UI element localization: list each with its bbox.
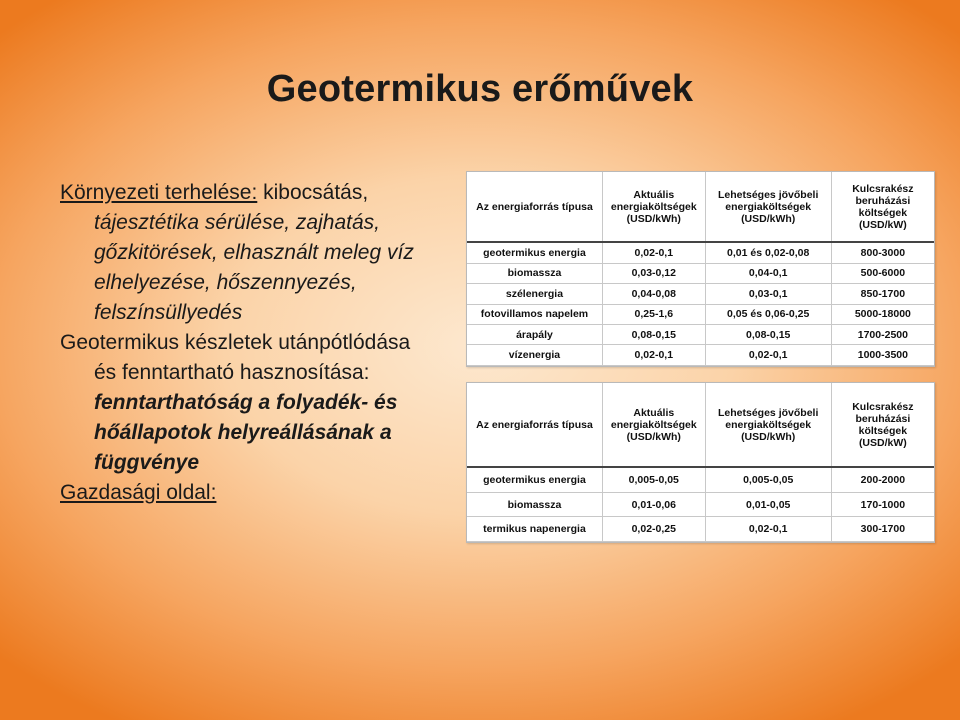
bullet-environment-line3: gőzkitörések, elhasznált meleg víz	[94, 241, 414, 264]
table-cell: 0,01-0,05	[705, 492, 831, 517]
table-header-row	[467, 172, 934, 242]
table-cell: 0,02-0,1	[705, 517, 831, 542]
table-cell: fotovillamos napelem	[467, 304, 602, 324]
table-row	[467, 304, 934, 324]
bullet-reserves-line4: hőállapotok helyreállásának a	[94, 421, 392, 444]
bullet-list	[60, 178, 480, 508]
table-header-cell: Lehetséges jövőbeli energiaköltségek (USD/kWh)	[705, 172, 831, 242]
table-cell: 0,02-0,25	[602, 517, 705, 542]
table-row	[467, 263, 934, 283]
table-cell: 170-1000	[831, 492, 934, 517]
table-cell: 0,01 és 0,02-0,08	[705, 242, 831, 263]
table-row	[467, 492, 934, 517]
table-cell: 0,05 és 0,06-0,25	[705, 304, 831, 324]
table-cell: vízenergia	[467, 345, 602, 366]
table-cell: biomassza	[467, 492, 602, 517]
table-cell: 5000-18000	[831, 304, 934, 324]
table-header-row	[467, 383, 934, 467]
bullet-reserves-line5: függvénye	[94, 451, 200, 474]
energy-cost-table-1	[466, 171, 935, 367]
bullet-reserves: Geotermikus készletek utánpótlódása	[60, 331, 411, 354]
bullet-economy-label: Gazdasági oldal:	[60, 481, 217, 504]
table-cell: geotermikus energia	[467, 242, 602, 263]
bullet-environment-label: Környezeti terhelése:	[60, 181, 258, 204]
table-cell: 300-1700	[831, 517, 934, 542]
table-cell: 1700-2500	[831, 325, 934, 345]
bullet-economy	[60, 478, 480, 508]
table-header-cell: Aktuális energiaköltségek (USD/kWh)	[602, 172, 705, 242]
table-header-cell: Kulcsrakész beruházási költségek (USD/kW)	[831, 383, 934, 467]
table-cell: 0,005-0,05	[705, 467, 831, 492]
table-cell: 0,04-0,1	[705, 263, 831, 283]
table-cell: 850-1700	[831, 284, 934, 304]
table-cell: biomassza	[467, 263, 602, 283]
table-header-cell: Lehetséges jövőbeli energiaköltségek (USD/kWh)	[705, 383, 831, 467]
table-header-cell: Az energiaforrás típusa	[467, 383, 602, 467]
table-cell: 0,01-0,06	[602, 492, 705, 517]
table-cell: 0,02-0,1	[602, 345, 705, 366]
table-cell: 0,08-0,15	[602, 325, 705, 345]
table-cell: geotermikus energia	[467, 467, 602, 492]
bullet-environment-line2: tájesztétika sérülése, zajhatás,	[94, 211, 380, 234]
table-header-cell: Kulcsrakész beruházási költségek (USD/kW)	[831, 172, 934, 242]
table-header-cell: Aktuális energiaköltségek (USD/kWh)	[602, 383, 705, 467]
table-cell: 0,04-0,08	[602, 284, 705, 304]
table-cell: 1000-3500	[831, 345, 934, 366]
table-cell: 0,25-1,6	[602, 304, 705, 324]
table-row	[467, 345, 934, 366]
slide-title: Geotermikus erőművek	[266, 68, 694, 110]
table-cell: árapály	[467, 325, 602, 345]
table-row	[467, 325, 934, 345]
bullet-environment-line4: elhelyezése, hőszennyezés,	[94, 271, 357, 294]
table-cell: 800-3000	[831, 242, 934, 263]
bullet-environment	[60, 178, 480, 208]
table-cell: 0,02-0,1	[705, 345, 831, 366]
table-cell: szélenergia	[467, 284, 602, 304]
table-cell: 0,02-0,1	[602, 242, 705, 263]
table-row	[467, 242, 934, 263]
table-cell: 500-6000	[831, 263, 934, 283]
table-row	[467, 517, 934, 542]
table-cell: 0,03-0,12	[602, 263, 705, 283]
table-cell: 0,08-0,15	[705, 325, 831, 345]
bullet-reserves-line3: fenntarthatóság a folyadék- és	[94, 391, 398, 414]
bullet-environment-text: kibocsátás,	[257, 181, 369, 204]
table-row	[467, 467, 934, 492]
table-cell: 200-2000	[831, 467, 934, 492]
table-row	[467, 284, 934, 304]
bullet-environment-line5: felszínsüllyedés	[94, 301, 243, 324]
energy-cost-table-2	[466, 382, 935, 543]
table-cell: 0,03-0,1	[705, 284, 831, 304]
table-cell: 0,005-0,05	[602, 467, 705, 492]
bullet-reserves-line2: és fenntartható hasznosítása:	[94, 361, 370, 384]
table-header-cell: Az energiaforrás típusa	[467, 172, 602, 242]
table-cell: termikus napenergia	[467, 517, 602, 542]
